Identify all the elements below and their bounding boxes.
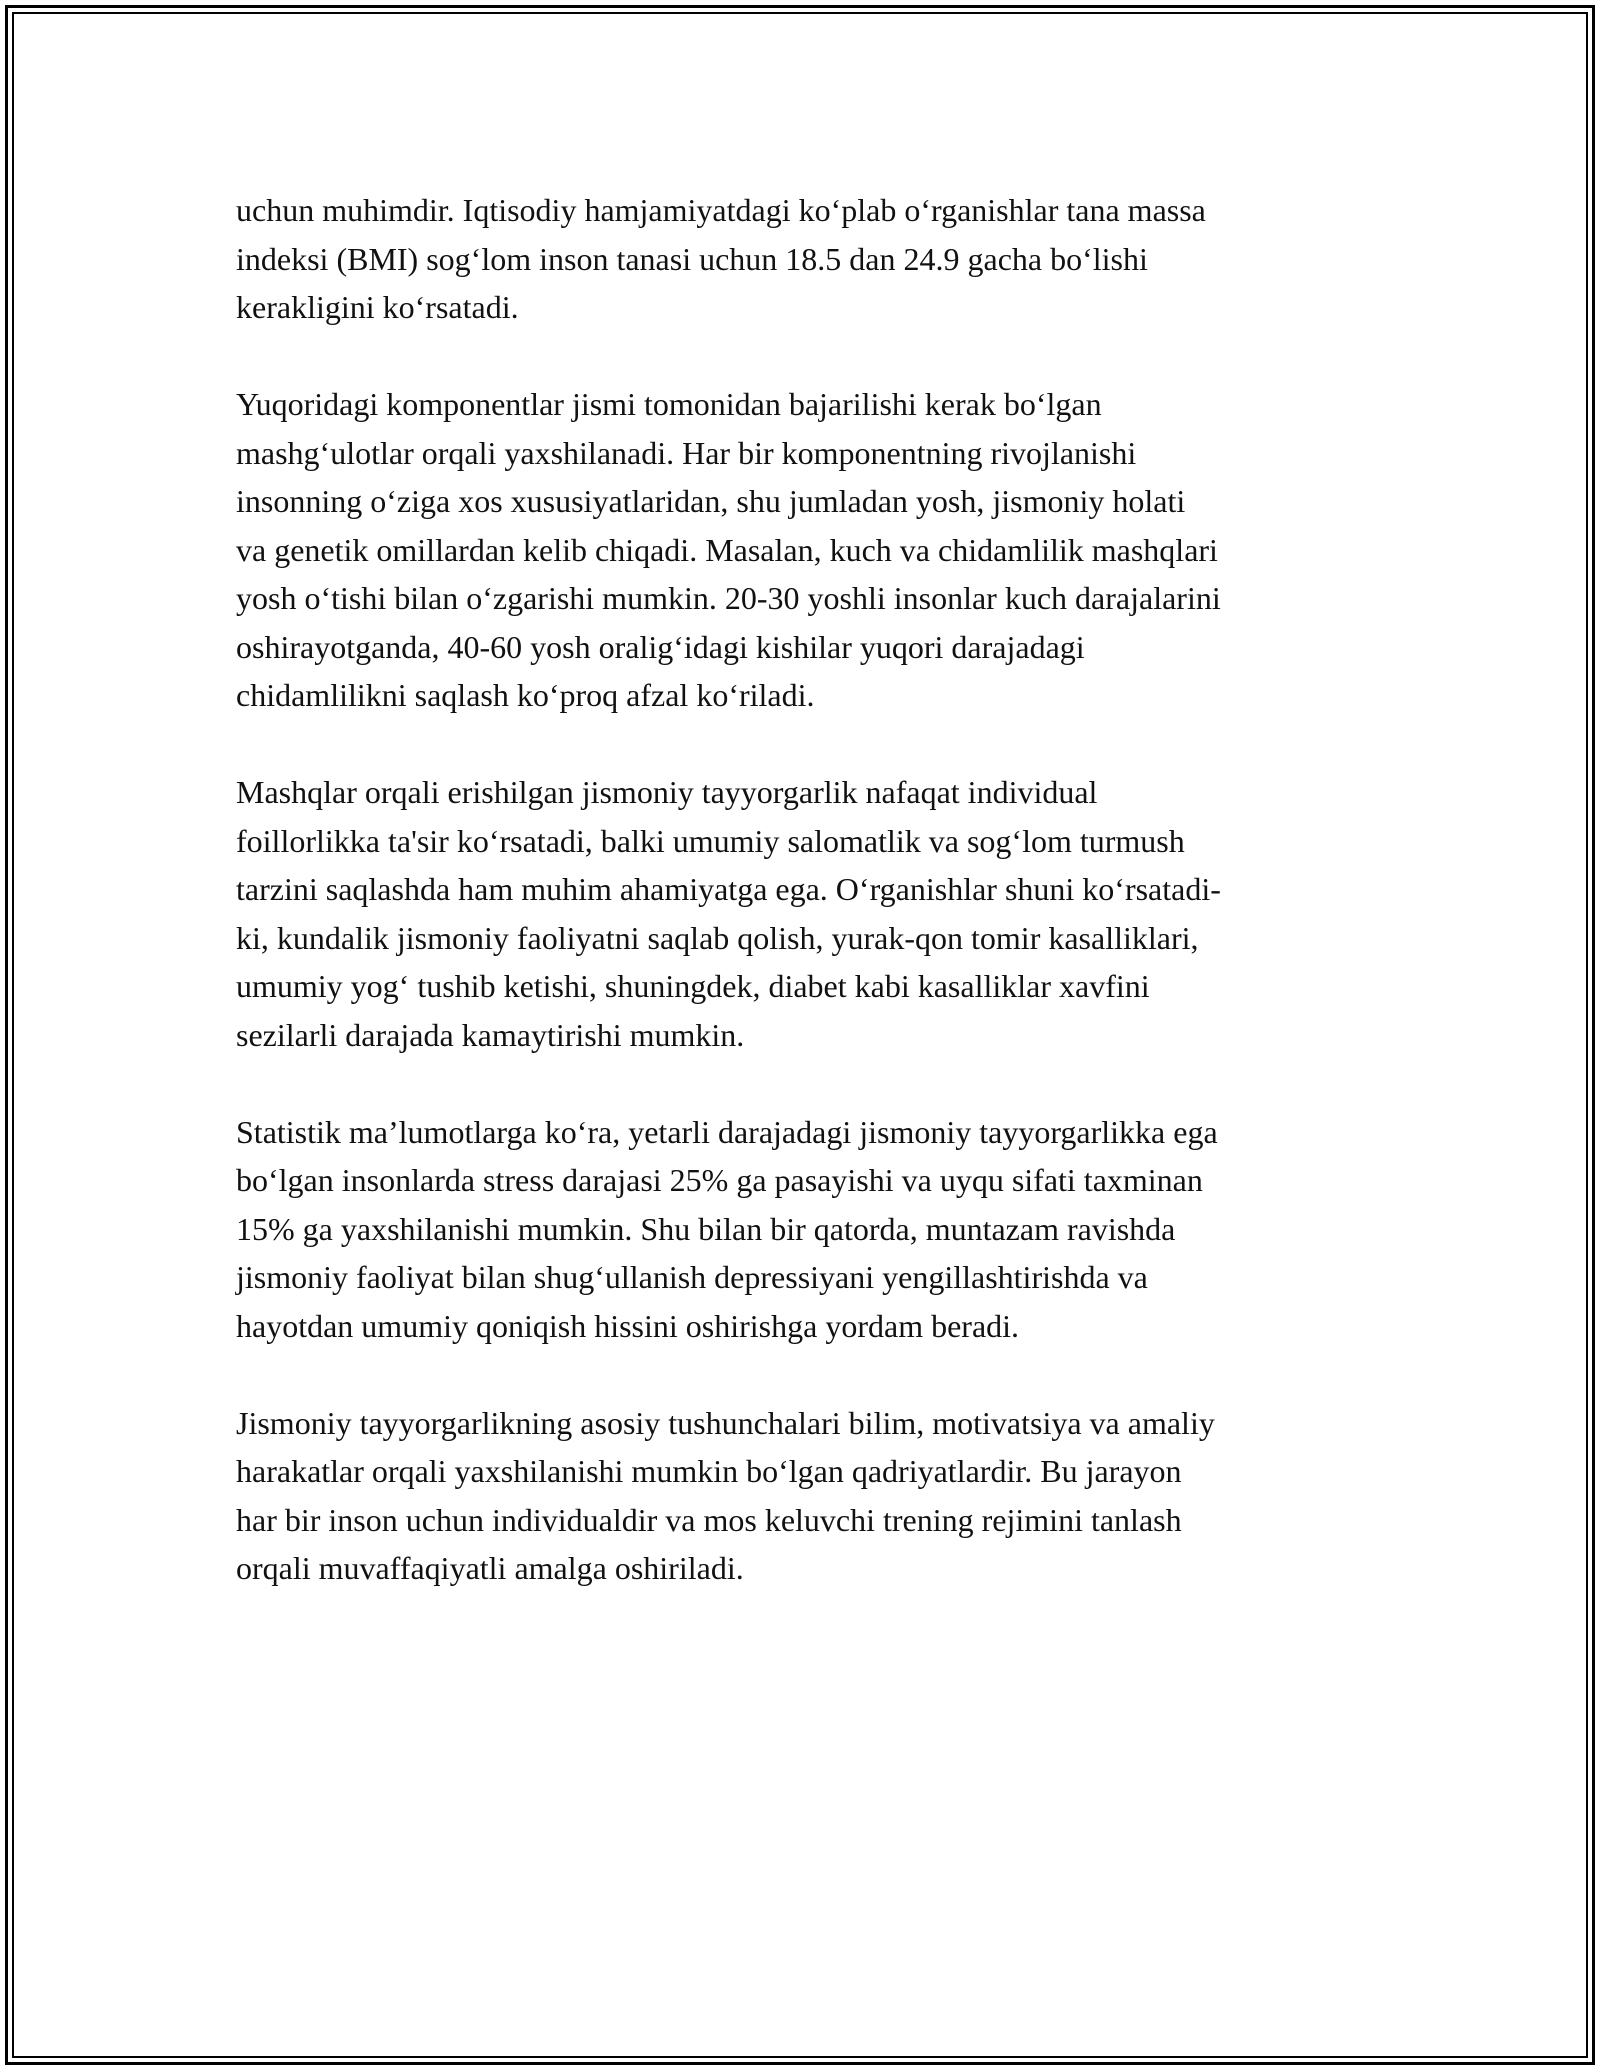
text-line: uchun muhimdir. Iqtisodiy hamjamiyatdagi koʻplab oʻrganishlar tana massa xyxy=(236,192,1206,228)
text-line: kerakligini koʻrsatadi. xyxy=(236,289,519,325)
text-line: boʻlgan insonlarda stress darajasi 25% ga pasayishi va uyqu sifati taxminan xyxy=(236,1162,1203,1198)
text-line: tarzini saqlashda ham muhim ahamiyatga ega. Oʻrganishlar shuni koʻrsatadi- xyxy=(236,871,1221,907)
text-line: jismoniy faoliyat bilan shugʻullanish depressiyani yengillashtirishda va xyxy=(236,1259,1148,1295)
text-line: va genetik omillardan kelib chiqadi. Masalan, kuch va chidamlilik mashqlari xyxy=(236,531,1218,568)
text-line: umumiy yogʻ tushib ketishi, shuningdek, diabet kabi kasalliklar xavfini xyxy=(236,968,1150,1004)
text-line: insonning oʻziga xos xususiyatlaridan, shu jumladan yosh, jismoniy holati xyxy=(236,483,1186,519)
text-line: orqali muvaffaqiyatli amalga oshiriladi. xyxy=(236,1550,744,1586)
text-line: Yuqoridagi komponentlar jismi tomonidan bajarilishi kerak boʻlgan xyxy=(236,386,1102,422)
document-body xyxy=(236,186,1376,1641)
text-line: ki, kundalik jismoniy faoliyatni saqlab qolish, yurak-qon tomir kasalliklari, xyxy=(236,919,1199,956)
text-line: 15% ga yaxshilanishi mumkin. Shu bilan bir qatorda, muntazam ravishda xyxy=(236,1210,1176,1247)
text-line: oshirayotganda, 40-60 yosh oraligʻidagi kishilar yuqori darajadagi xyxy=(236,628,1085,665)
paragraph-1 xyxy=(236,186,1376,332)
text-line: harakatlar orqali yaxshilanishi mumkin boʻlgan qadriyatlardir. Bu jarayon xyxy=(236,1453,1182,1489)
text-line: foillorlikka ta'sir koʻrsatadi, balki umumiy salomatlik va sogʻlom turmush xyxy=(236,822,1185,859)
text-line: hayotdan umumiy qoniqish hissini oshirishga yordam beradi. xyxy=(236,1307,1020,1344)
text-line: chidamlilikni saqlash koʻproq afzal koʻriladi. xyxy=(236,677,815,713)
text-line: mashgʻulotlar orqali yaxshilanadi. Har bir komponentning rivojlanishi xyxy=(236,434,1137,471)
paragraph-3 xyxy=(236,768,1376,1059)
text-line: Jismoniy tayyorgarlikning asosiy tushunchalari bilim, motivatsiya va amaliy xyxy=(236,1404,1215,1441)
text-line: yosh oʻtishi bilan oʻzgarishi mumkin. 20-30 yoshli insonlar kuch darajalarini xyxy=(236,580,1221,616)
text-line: Statistik ma’lumotlarga koʻra, yetarli darajadagi jismoniy tayyorgarlikka ega xyxy=(236,1113,1218,1150)
text-line: har bir inson uchun individualdir va mos keluvchi trening rejimini tanlash xyxy=(236,1501,1182,1538)
text-line: indeksi (BMI) sogʻlom inson tanasi uchun 18.5 dan 24.9 gacha boʻlishi xyxy=(236,240,1148,277)
paragraph-2 xyxy=(236,380,1376,720)
paragraph-5 xyxy=(236,1399,1376,1593)
paragraph-4 xyxy=(236,1108,1376,1351)
text-line: sezilarli darajada kamaytirishi mumkin. xyxy=(236,1016,745,1053)
text-line: Mashqlar orqali erishilgan jismoniy tayyorgarlik nafaqat individual xyxy=(236,774,1098,810)
